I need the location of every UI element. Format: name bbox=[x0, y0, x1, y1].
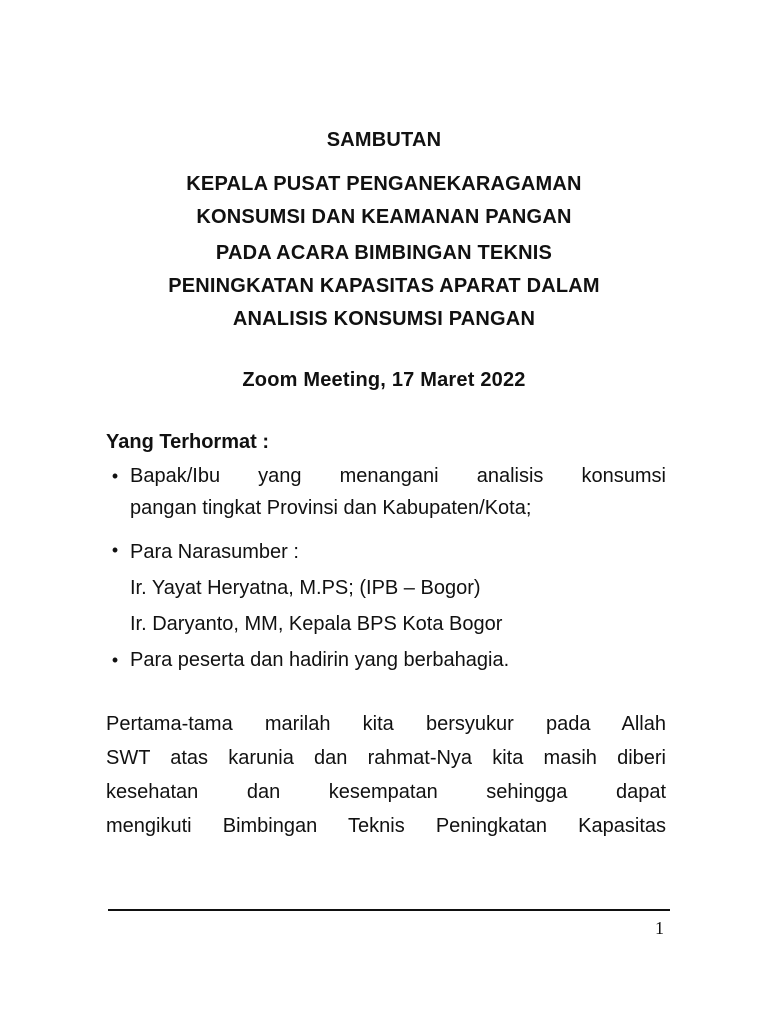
bullet-icon: • bbox=[111, 540, 119, 560]
list-item-text bbox=[130, 644, 666, 676]
page-number: 1 bbox=[655, 918, 664, 938]
paragraph-line: mengikuti Bimbingan Teknis Peningkatan Kapasitas bbox=[106, 815, 666, 837]
list-item-line: Para Narasumber : bbox=[130, 541, 299, 563]
footer-divider bbox=[108, 909, 670, 911]
heading-acara-line: PADA ACARA BIMBINGAN TEKNIS bbox=[215, 242, 553, 264]
list-item-text bbox=[130, 460, 666, 524]
heading-acara bbox=[0, 237, 768, 336]
paragraph-line: Pertama-tama marilah kita bersyukur pada Allah bbox=[106, 713, 666, 735]
paragraph-line: kesehatan dan kesempatan sehingga dapat bbox=[106, 781, 666, 803]
list-item-line: Ir. Daryanto, MM, Kepala BPS Kota Bogor bbox=[130, 613, 503, 635]
list-item-line: Bapak/Ibu yang menangani analisis konsumsi bbox=[130, 465, 666, 487]
heading-kepala-line: KONSUMSI DAN KEAMANAN PANGAN bbox=[196, 206, 572, 228]
salutation: Yang Terhormat : bbox=[106, 431, 269, 453]
meeting-date-text: Zoom Meeting, 17 Maret 2022 bbox=[242, 369, 526, 391]
list-item-text bbox=[130, 534, 666, 642]
heading-acara-line: PENINGKATAN KAPASITAS APARAT DALAM bbox=[168, 275, 600, 297]
heading-sambutan-text: SAMBUTAN bbox=[326, 129, 442, 151]
paragraph-line: SWT atas karunia dan rahmat-Nya kita masih diberi bbox=[106, 747, 666, 769]
bullet-icon: • bbox=[111, 650, 119, 670]
heading-kepala bbox=[0, 168, 768, 234]
heading-sambutan bbox=[0, 124, 768, 157]
list-item-line: Para peserta dan hadirin yang berbahagia. bbox=[130, 649, 510, 671]
bullet-icon: • bbox=[111, 466, 119, 486]
list-item-line: pangan tingkat Provinsi dan Kabupaten/Kota; bbox=[130, 497, 532, 519]
meeting-date bbox=[0, 364, 768, 397]
heading-acara-line: ANALISIS KONSUMSI PANGAN bbox=[232, 308, 536, 330]
heading-kepala-line: KEPALA PUSAT PENGANEKARAGAMAN bbox=[186, 173, 582, 195]
body-paragraph bbox=[106, 707, 666, 843]
list-item-line: Ir. Yayat Heryatna, M.PS; (IPB – Bogor) bbox=[130, 577, 481, 599]
